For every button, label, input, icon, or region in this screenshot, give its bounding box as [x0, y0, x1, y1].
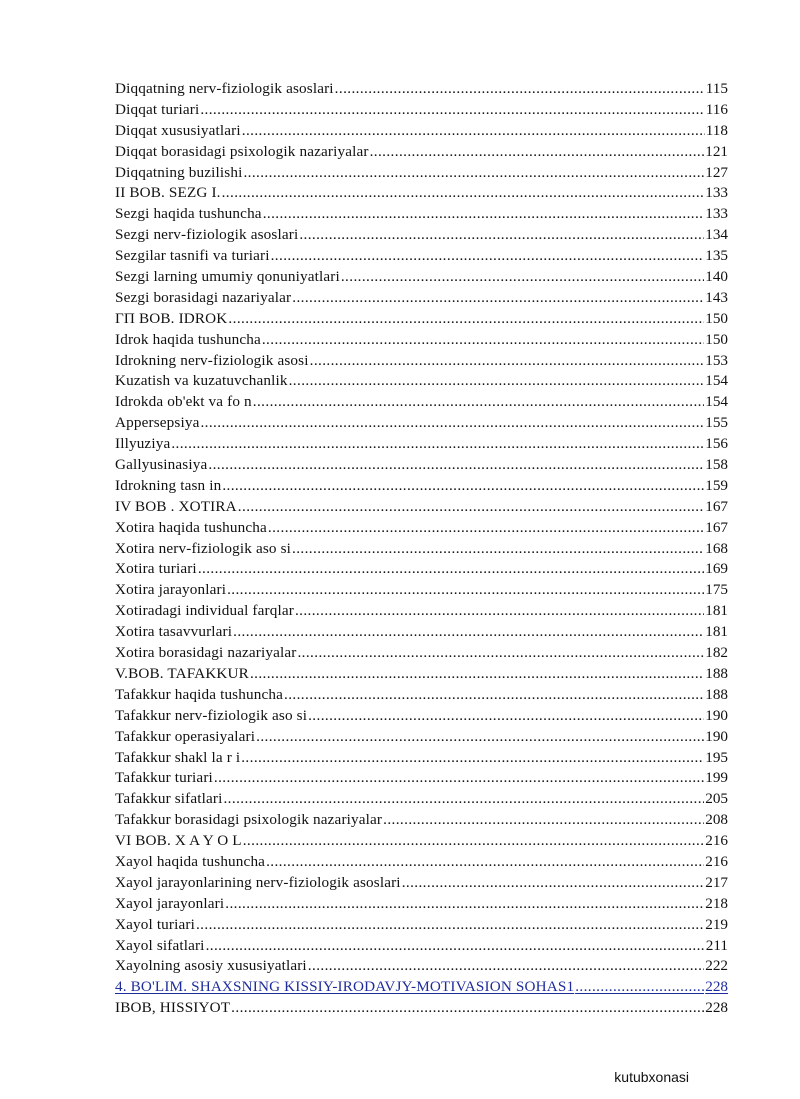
- dot-leader: [292, 539, 704, 560]
- toc-entry: [115, 434, 728, 455]
- toc-entry-page: 205: [705, 790, 728, 808]
- dot-leader: [370, 142, 705, 163]
- toc-entry: [115, 580, 728, 601]
- dot-leader: [256, 727, 704, 748]
- toc-entry-title: Gallyusinasiya: [115, 456, 208, 474]
- toc-entry-title: Sezgilar tasnifi va turiari: [115, 247, 270, 265]
- toc-entry-page: 219: [705, 915, 728, 933]
- dot-leader: [289, 371, 705, 392]
- toc-entry: [115, 267, 728, 288]
- toc-entry-title: Appersepsiya: [115, 414, 200, 432]
- dot-leader: [253, 392, 704, 413]
- dot-leader: [222, 183, 705, 204]
- dot-leader: [250, 664, 704, 685]
- toc-entry-title: Idrok haqida tushuncha: [115, 330, 261, 348]
- toc-entry-page: 182: [705, 644, 728, 662]
- toc-entry: [115, 622, 728, 643]
- toc-entry-title: Tafakkur sifatlari: [115, 790, 223, 808]
- toc-entry-page: 168: [705, 539, 728, 557]
- toc-entry-page: 150: [705, 309, 728, 327]
- toc-entry-title: Xotiradagi individual farqlar: [115, 602, 294, 620]
- toc-entry-page: 135: [705, 247, 728, 265]
- toc-entry: [115, 810, 728, 831]
- toc-entry: [115, 163, 728, 184]
- dot-leader: [308, 956, 704, 977]
- dot-leader: [222, 476, 704, 497]
- toc-entry-page: 195: [705, 748, 728, 766]
- toc-entry-page: 133: [705, 184, 728, 202]
- toc-entry-page: 153: [705, 351, 728, 369]
- toc-entry: [115, 100, 728, 121]
- toc-entry: [115, 330, 728, 351]
- toc-entry-page: 216: [705, 832, 728, 850]
- toc-entry-title: Xotira jarayonlari: [115, 581, 227, 599]
- toc-entry: [115, 142, 728, 163]
- page-footer: kutubxonasi: [614, 1069, 689, 1085]
- toc-entry: [115, 309, 728, 330]
- dot-leader: [171, 434, 704, 455]
- toc-entry: [115, 852, 728, 873]
- toc-entry-title: Sezgi larning umumiy qonuniyatlari: [115, 268, 340, 286]
- toc-entry-title: Idrokda ob'ekt va fo n: [115, 393, 252, 411]
- dot-leader: [200, 100, 704, 121]
- toc-entry: [115, 706, 728, 727]
- toc-entry-page: 190: [705, 727, 728, 745]
- toc-entry-title: Diqqatning buzilishi: [115, 163, 243, 181]
- toc-entry-page: 181: [705, 623, 728, 641]
- toc-entry-page: 140: [705, 268, 728, 286]
- toc-entry-title: Xayol jarayonlarining nerv-fiziologik asoslari: [115, 873, 401, 891]
- toc-entry-page: 188: [705, 685, 728, 703]
- table-of-contents: [115, 79, 728, 1019]
- dot-leader: [196, 915, 704, 936]
- toc-entry: [115, 873, 728, 894]
- toc-entry: [115, 768, 728, 789]
- dot-leader: [233, 622, 704, 643]
- toc-entry: [115, 956, 728, 977]
- toc-entry: [115, 455, 728, 476]
- toc-entry-page: 133: [705, 205, 728, 223]
- dot-leader: [284, 685, 704, 706]
- toc-entry-page: 116: [705, 100, 728, 118]
- toc-entry: [115, 497, 728, 518]
- toc-entry-title: Sezgi borasidagi nazariyalar: [115, 288, 292, 306]
- toc-entry-page: 222: [705, 957, 728, 975]
- toc-entry-page: 218: [705, 894, 728, 912]
- toc-entry-title: Xayol turiari: [115, 915, 195, 933]
- toc-entry-title: Xotira tasavvurlari: [115, 623, 233, 641]
- toc-entry-page: 155: [705, 414, 728, 432]
- dot-leader: [383, 810, 704, 831]
- toc-entry-title: ГП BOB. IDROK: [115, 309, 228, 327]
- dot-leader: [223, 789, 704, 810]
- toc-entry: [115, 246, 728, 267]
- toc-entry-title: Tafakkur haqida tushuncha: [115, 685, 284, 703]
- toc-entry-title: Idrokning tasn in: [115, 476, 222, 494]
- toc-entry-title: VI BOB. X A Y O L: [115, 832, 242, 850]
- toc-entry-title: Xotira turiari: [115, 560, 197, 578]
- toc-entry-title: Tafakkur nerv-fiziologik aso si: [115, 706, 308, 724]
- dot-leader: [297, 643, 704, 664]
- dot-leader: [225, 894, 704, 915]
- toc-entry-title: Diqqat borasidagi psixologik nazariyalar: [115, 142, 369, 160]
- toc-entry: [115, 204, 728, 225]
- dot-leader: [231, 998, 704, 1019]
- toc-entry-page: 156: [705, 435, 728, 453]
- toc-entry-page: 228: [705, 978, 728, 996]
- toc-entry-title: Xayol sifatlari: [115, 936, 205, 954]
- toc-entry-page: 211: [705, 936, 728, 954]
- toc-entry-page: 121: [705, 142, 728, 160]
- toc-entry-title: IV BOB . XOTIRA: [115, 497, 237, 515]
- toc-entry: [115, 288, 728, 309]
- dot-leader: [243, 163, 704, 184]
- toc-entry-title: Diqqat turiari: [115, 100, 200, 118]
- toc-entry-title: Sezgi haqida tushuncha: [115, 205, 262, 223]
- toc-entry-title: II BOB. SEZG I.: [115, 184, 221, 202]
- toc-entry: [115, 748, 728, 769]
- toc-entry-title: 4. BO'LIM. SHAXSNING KISSIY-IRODAVJY-MOTIVASION SOHAS1: [115, 978, 575, 996]
- dot-leader: [206, 936, 705, 957]
- toc-entry-page: 208: [705, 811, 728, 829]
- dot-leader: [268, 518, 704, 539]
- toc-entry: [115, 413, 728, 434]
- dot-leader: [575, 977, 704, 998]
- toc-entry-page: 175: [705, 581, 728, 599]
- toc-entry-title: Tafakkur shakl la r i: [115, 748, 241, 766]
- dot-leader: [243, 831, 704, 852]
- toc-entry-page: 127: [705, 163, 728, 181]
- toc-entry: [115, 121, 728, 142]
- dot-leader: [241, 748, 704, 769]
- toc-entry: [115, 183, 728, 204]
- toc-entry-title: Sezgi nerv-fiziologik asoslari: [115, 226, 299, 244]
- toc-entry-page: 190: [705, 706, 728, 724]
- toc-entry-page: 150: [705, 330, 728, 348]
- dot-leader: [214, 768, 704, 789]
- dot-leader: [262, 330, 704, 351]
- toc-entry-page: 167: [705, 518, 728, 536]
- toc-entry-title: Diqqatning nerv-fiziologik asoslari: [115, 80, 334, 97]
- dot-leader: [308, 706, 704, 727]
- toc-entry: [115, 371, 728, 392]
- dot-leader: [263, 204, 705, 225]
- toc-entry: [115, 789, 728, 810]
- dot-leader: [208, 455, 704, 476]
- toc-entry: [115, 539, 728, 560]
- toc-entry-title: Xayolning asosiy xususiyatlari: [115, 957, 307, 975]
- toc-entry-title: Diqqat xususiyatlari: [115, 121, 241, 139]
- toc-entry-page: 158: [705, 456, 728, 474]
- toc-entry-title: Xotira nerv-fiziologik aso si: [115, 539, 292, 557]
- toc-entry: [115, 936, 728, 957]
- toc-entry: [115, 727, 728, 748]
- toc-entry-page: 228: [705, 999, 728, 1017]
- dot-leader: [242, 121, 705, 142]
- toc-entry: [115, 351, 728, 372]
- dot-leader: [271, 246, 705, 267]
- toc-entry: [115, 518, 728, 539]
- toc-entry: [115, 559, 728, 580]
- toc-entry: [115, 831, 728, 852]
- toc-entry-page: 118: [705, 121, 728, 139]
- toc-entry-title: IBOB, HISSIYOT: [115, 999, 231, 1017]
- toc-entry-page: 134: [705, 226, 728, 244]
- dot-leader: [299, 225, 704, 246]
- toc-entry-title: V.BOB. TAFAKKUR: [115, 664, 249, 682]
- toc-entry: [115, 225, 728, 246]
- toc-entry-link[interactable]: [115, 977, 728, 998]
- dot-leader: [238, 497, 704, 518]
- dot-leader: [295, 601, 704, 622]
- toc-entry: [115, 476, 728, 497]
- dot-leader: [335, 79, 705, 100]
- dot-leader: [341, 267, 704, 288]
- toc-entry-page: 115: [705, 80, 728, 97]
- toc-entry: [115, 392, 728, 413]
- toc-entry-title: Tafakkur turiari: [115, 769, 213, 787]
- toc-entry: [115, 79, 728, 100]
- toc-entry-title: Xayol haqida tushuncha: [115, 852, 266, 870]
- toc-entry-title: Idrokning nerv-fiziologik asosi: [115, 351, 309, 369]
- toc-entry-page: 167: [705, 497, 728, 515]
- toc-entry: [115, 915, 728, 936]
- toc-entry-page: 154: [705, 393, 728, 411]
- dot-leader: [310, 351, 705, 372]
- toc-entry-page: 169: [705, 560, 728, 578]
- dot-leader: [198, 559, 704, 580]
- toc-entry-page: 154: [705, 372, 728, 390]
- toc-entry-title: Xotira borasidagi nazariyalar: [115, 644, 297, 662]
- toc-entry-title: Xayol jarayonlari: [115, 894, 225, 912]
- toc-entry-page: 216: [705, 852, 728, 870]
- dot-leader: [200, 413, 704, 434]
- toc-entry-page: 159: [705, 476, 728, 494]
- toc-entry-page: 181: [705, 602, 728, 620]
- toc-entry-page: 143: [705, 288, 728, 306]
- toc-entry: [115, 894, 728, 915]
- dot-leader: [266, 852, 704, 873]
- toc-entry-title: Illyuziya: [115, 435, 171, 453]
- toc-entry-title: Tafakkur operasiyalari: [115, 727, 256, 745]
- toc-entry-page: 199: [705, 769, 728, 787]
- toc-entry-title: Kuzatish va kuzatuvchanlik: [115, 372, 288, 390]
- dot-leader: [227, 580, 704, 601]
- toc-entry: [115, 664, 728, 685]
- dot-leader: [228, 309, 704, 330]
- toc-entry-page: 188: [705, 664, 728, 682]
- toc-entry: [115, 685, 728, 706]
- toc-entry-title: Xotira haqida tushuncha: [115, 518, 267, 536]
- dot-leader: [402, 873, 705, 894]
- toc-entry-title: Tafakkur borasidagi psixologik nazariyalar: [115, 811, 383, 829]
- toc-entry: [115, 601, 728, 622]
- toc-entry: [115, 998, 728, 1019]
- toc-entry: [115, 643, 728, 664]
- toc-entry-page: 217: [705, 873, 728, 891]
- dot-leader: [292, 288, 704, 309]
